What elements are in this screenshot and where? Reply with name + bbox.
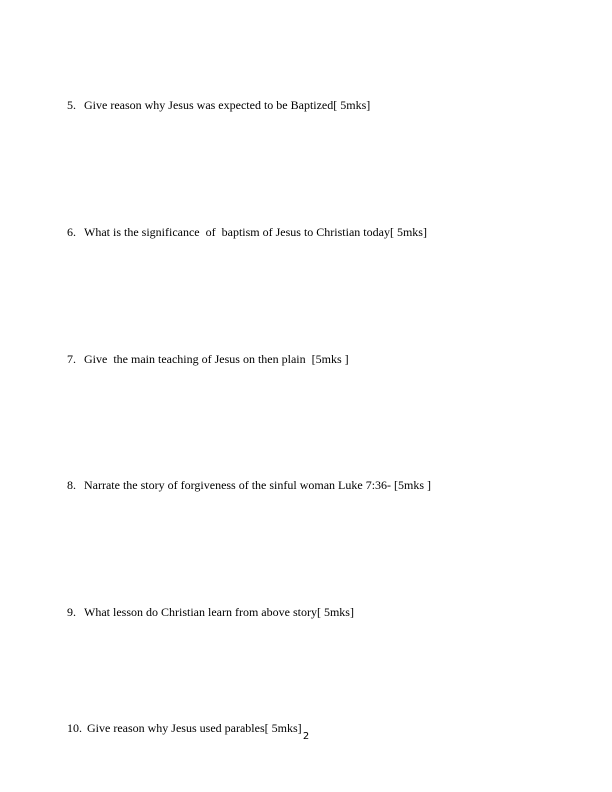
question-9 — [55, 591, 354, 633]
question-10 — [55, 707, 302, 749]
question-5 — [55, 84, 370, 126]
question-6 — [55, 211, 427, 253]
question-number: 7. — [67, 352, 76, 366]
question-text: Give reason why Jesus was expected to be Baptized[ 5mks] — [84, 98, 371, 112]
question-7 — [55, 338, 349, 380]
question-8 — [55, 464, 431, 506]
question-number: 6. — [67, 225, 76, 239]
question-text: What is the significance of baptism of Jesus to Christian today[ 5mks] — [84, 225, 427, 239]
question-text: What lesson do Christian learn from above story[ 5mks] — [84, 605, 354, 619]
question-number: 8. — [67, 478, 76, 492]
question-text: Give the main teaching of Jesus on then plain [5mks ] — [84, 352, 349, 366]
question-number: 5. — [67, 98, 76, 112]
question-number: 10. — [67, 721, 82, 735]
question-text: Give reason why Jesus used parables[ 5mks] — [87, 721, 302, 735]
page-number: 2 — [302, 731, 310, 742]
question-number: 9. — [67, 605, 76, 619]
question-text: Narrate the story of forgiveness of the sinful woman Luke 7:36- [5mks ] — [84, 478, 432, 492]
